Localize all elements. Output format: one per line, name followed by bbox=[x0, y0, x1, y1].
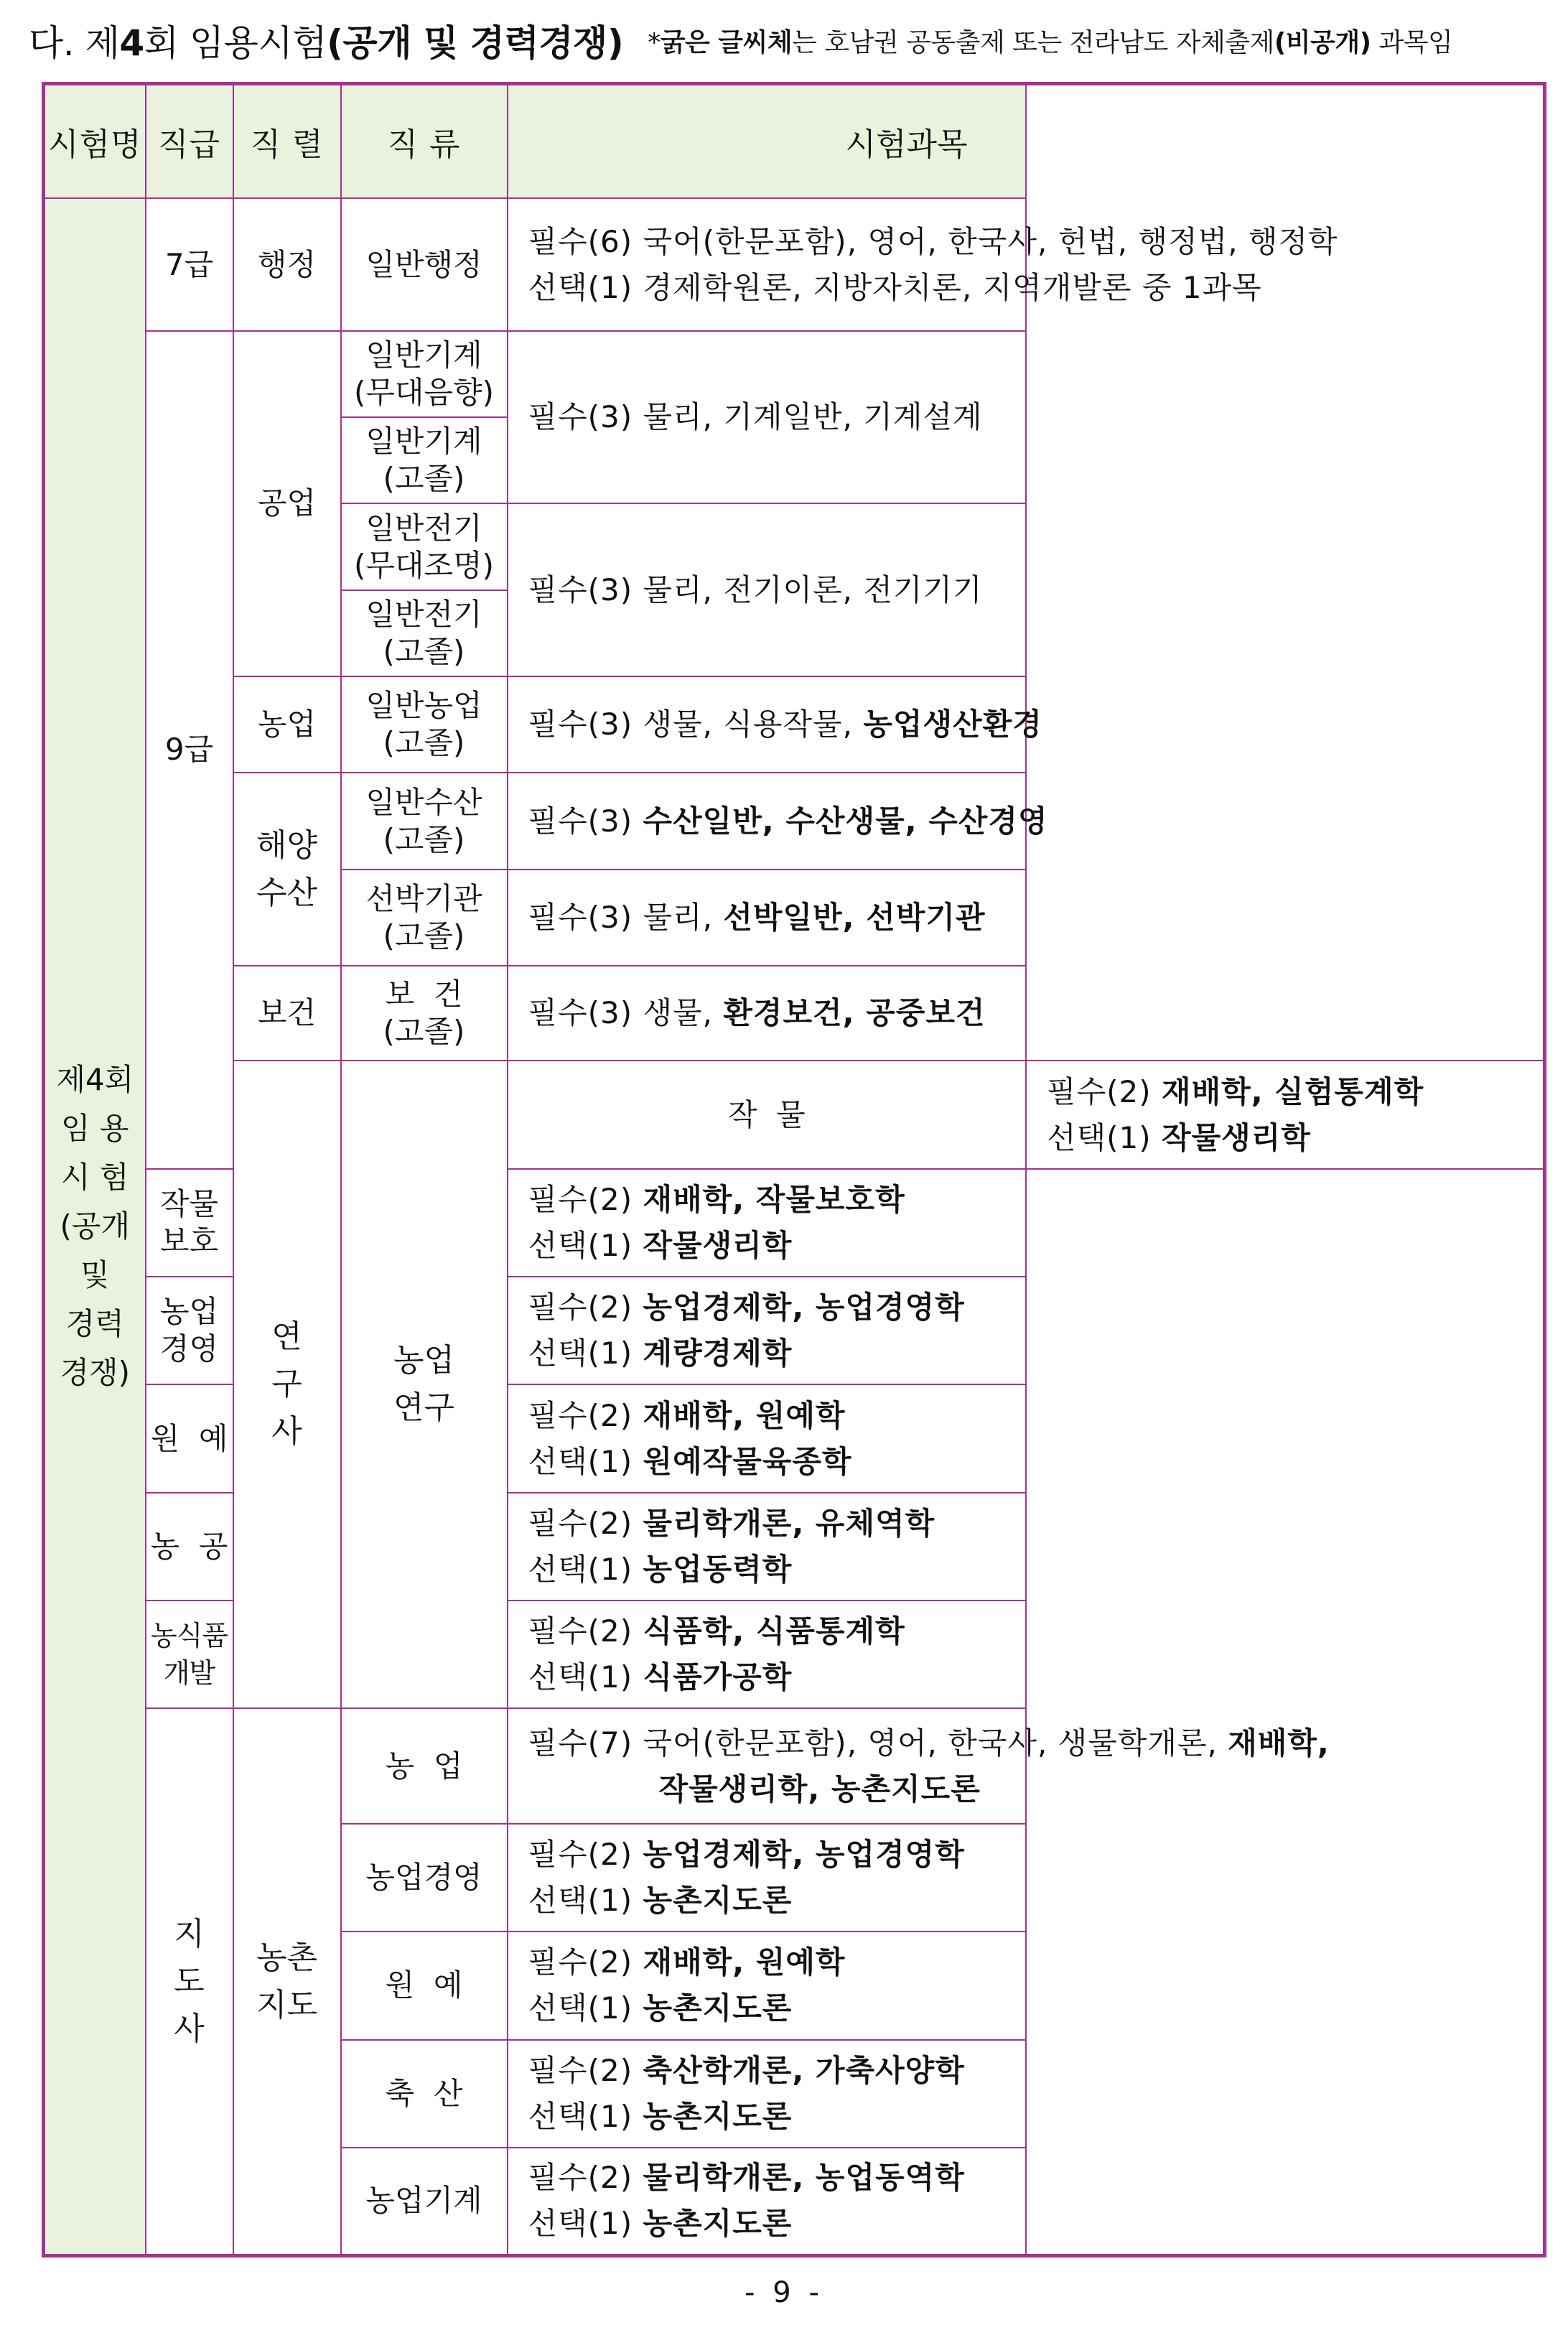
subjects-cell: 필수(6) 국어(한문포함), 영어, 한국사, 헌법, 행정법, 행정학 선택(1) 경제학원론, 지방자치론, 지역개발론 중 1과목 bbox=[508, 198, 1027, 330]
exam-subjects-table bbox=[42, 82, 1546, 2258]
series-cell: 해양 수산 bbox=[233, 773, 341, 966]
subjects-cell: 필수(2) 재배학, 원예학 선택(1) 원예작물육종학 bbox=[508, 1384, 1027, 1492]
category-cell: 일반농업 (고졸) bbox=[341, 676, 508, 773]
series-cell: 농업 bbox=[233, 676, 341, 773]
table-row bbox=[44, 773, 1545, 869]
category-cell: 일반기계 (무대음향) bbox=[341, 331, 508, 417]
subjects-cell: 필수(2) 식품학, 식품통계학 선택(1) 식품가공학 bbox=[508, 1601, 1027, 1708]
subjects-cell: 필수(2) 재배학, 원예학 선택(1) 농촌지도론 bbox=[508, 1932, 1027, 2039]
subjects-cell: 필수(3) 물리, 선박일반, 선박기관 bbox=[508, 870, 1027, 966]
subjects-cell: 필수(2) 농업경제학, 농업경영학 선택(1) 농촌지도론 bbox=[508, 1824, 1027, 1932]
col-series: 직 렬 bbox=[233, 84, 341, 199]
col-category: 직 류 bbox=[341, 84, 508, 199]
subjects-cell: 필수(3) 물리, 기계일반, 기계설계 bbox=[508, 331, 1027, 504]
subjects-cell: 필수(2) 재배학, 작물보호학 선택(1) 작물생리학 bbox=[508, 1169, 1027, 1277]
exam-name-cell: 제4회 임 용 시 험 (공개 및 경력 경쟁) bbox=[44, 198, 146, 2255]
category-cell: 농업경영 bbox=[146, 1277, 233, 1384]
table-header-row bbox=[44, 84, 1545, 199]
category-cell: 농업경영 bbox=[341, 1824, 508, 1932]
category-cell: 선박기관 (고졸) bbox=[341, 870, 508, 966]
grade-cell: 지 도 사 bbox=[146, 1708, 233, 2255]
table-row bbox=[44, 198, 1545, 330]
table-row bbox=[44, 1061, 1545, 1168]
category-cell: 원 예 bbox=[341, 1932, 508, 2039]
category-cell: 농업기계 bbox=[341, 2148, 508, 2256]
grade-cell: 7급 bbox=[146, 198, 233, 330]
table-row bbox=[44, 676, 1545, 773]
category-cell: 일반기계 (고졸) bbox=[341, 417, 508, 503]
col-subjects: 시 험 과 목 bbox=[508, 84, 1027, 199]
page-number: - 9 - bbox=[745, 2276, 823, 2309]
category-cell: 농식품개발 bbox=[146, 1601, 233, 1708]
series-cell: 공업 bbox=[233, 331, 341, 676]
series-cell: 농촌 지도 bbox=[233, 1708, 341, 2255]
series-cell: 행정 bbox=[233, 198, 341, 330]
subjects-cell: 필수(3) 수산일반, 수산생물, 수산경영 bbox=[508, 773, 1027, 869]
table-row bbox=[44, 1708, 1545, 1823]
table-row bbox=[44, 966, 1545, 1061]
table-row bbox=[44, 331, 1545, 417]
category-cell: 작 물 bbox=[508, 1061, 1027, 1168]
category-cell: 일반전기 (고졸) bbox=[341, 590, 508, 676]
subjects-cell: 필수(2) 축산학개론, 가축사양학 선택(1) 농촌지도론 bbox=[508, 2040, 1027, 2148]
page-header bbox=[29, 10, 1551, 70]
category-cell: 일반행정 bbox=[341, 198, 508, 330]
grade-cell: 9급 bbox=[146, 331, 233, 1169]
col-exam-name: 시험명 bbox=[44, 84, 146, 199]
category-cell: 보 건 (고졸) bbox=[341, 966, 508, 1061]
col-grade: 직급 bbox=[146, 84, 233, 199]
category-cell: 농 공 bbox=[146, 1493, 233, 1601]
series-cell: 농업 연구 bbox=[341, 1061, 508, 1708]
subjects-cell: 필수(2) 재배학, 실험통계학 선택(1) 작물생리학 bbox=[1026, 1061, 1545, 1168]
subjects-cell: 필수(2) 물리학개론, 유체역학 선택(1) 농업동력학 bbox=[508, 1493, 1027, 1601]
category-cell: 일반전기 (무대조명) bbox=[341, 503, 508, 590]
grade-cell: 연 구 사 bbox=[233, 1061, 341, 1708]
category-cell: 작물보호 bbox=[146, 1169, 233, 1277]
category-cell: 일반수산 (고졸) bbox=[341, 773, 508, 869]
subjects-cell: 필수(7) 국어(한문포함), 영어, 한국사, 생물학개론, 재배학, 작물생리학, 농촌지도론 bbox=[508, 1708, 1027, 1823]
section-note: *굵은 글씨체는 호남권 공동출제 또는 전라남도 자체출제(비공개) 과목임 bbox=[648, 27, 1453, 57]
subjects-cell: 필수(3) 생물, 환경보건, 공중보건 bbox=[508, 966, 1027, 1061]
subjects-cell: 필수(3) 물리, 전기이론, 전기기기 bbox=[508, 503, 1027, 676]
section-title: 다. 제4회 임용시험(공개 및 경력경쟁) bbox=[29, 22, 624, 64]
category-cell: 축 산 bbox=[341, 2040, 508, 2148]
category-cell: 원 예 bbox=[146, 1384, 233, 1492]
category-cell: 농 업 bbox=[341, 1708, 508, 1823]
series-cell: 보건 bbox=[233, 966, 341, 1061]
subjects-cell: 필수(3) 생물, 식용작물, 농업생산환경 bbox=[508, 676, 1027, 773]
subjects-cell: 필수(2) 농업경제학, 농업경영학 선택(1) 계량경제학 bbox=[508, 1277, 1027, 1384]
subjects-cell: 필수(2) 물리학개론, 농업동역학 선택(1) 농촌지도론 bbox=[508, 2148, 1027, 2256]
